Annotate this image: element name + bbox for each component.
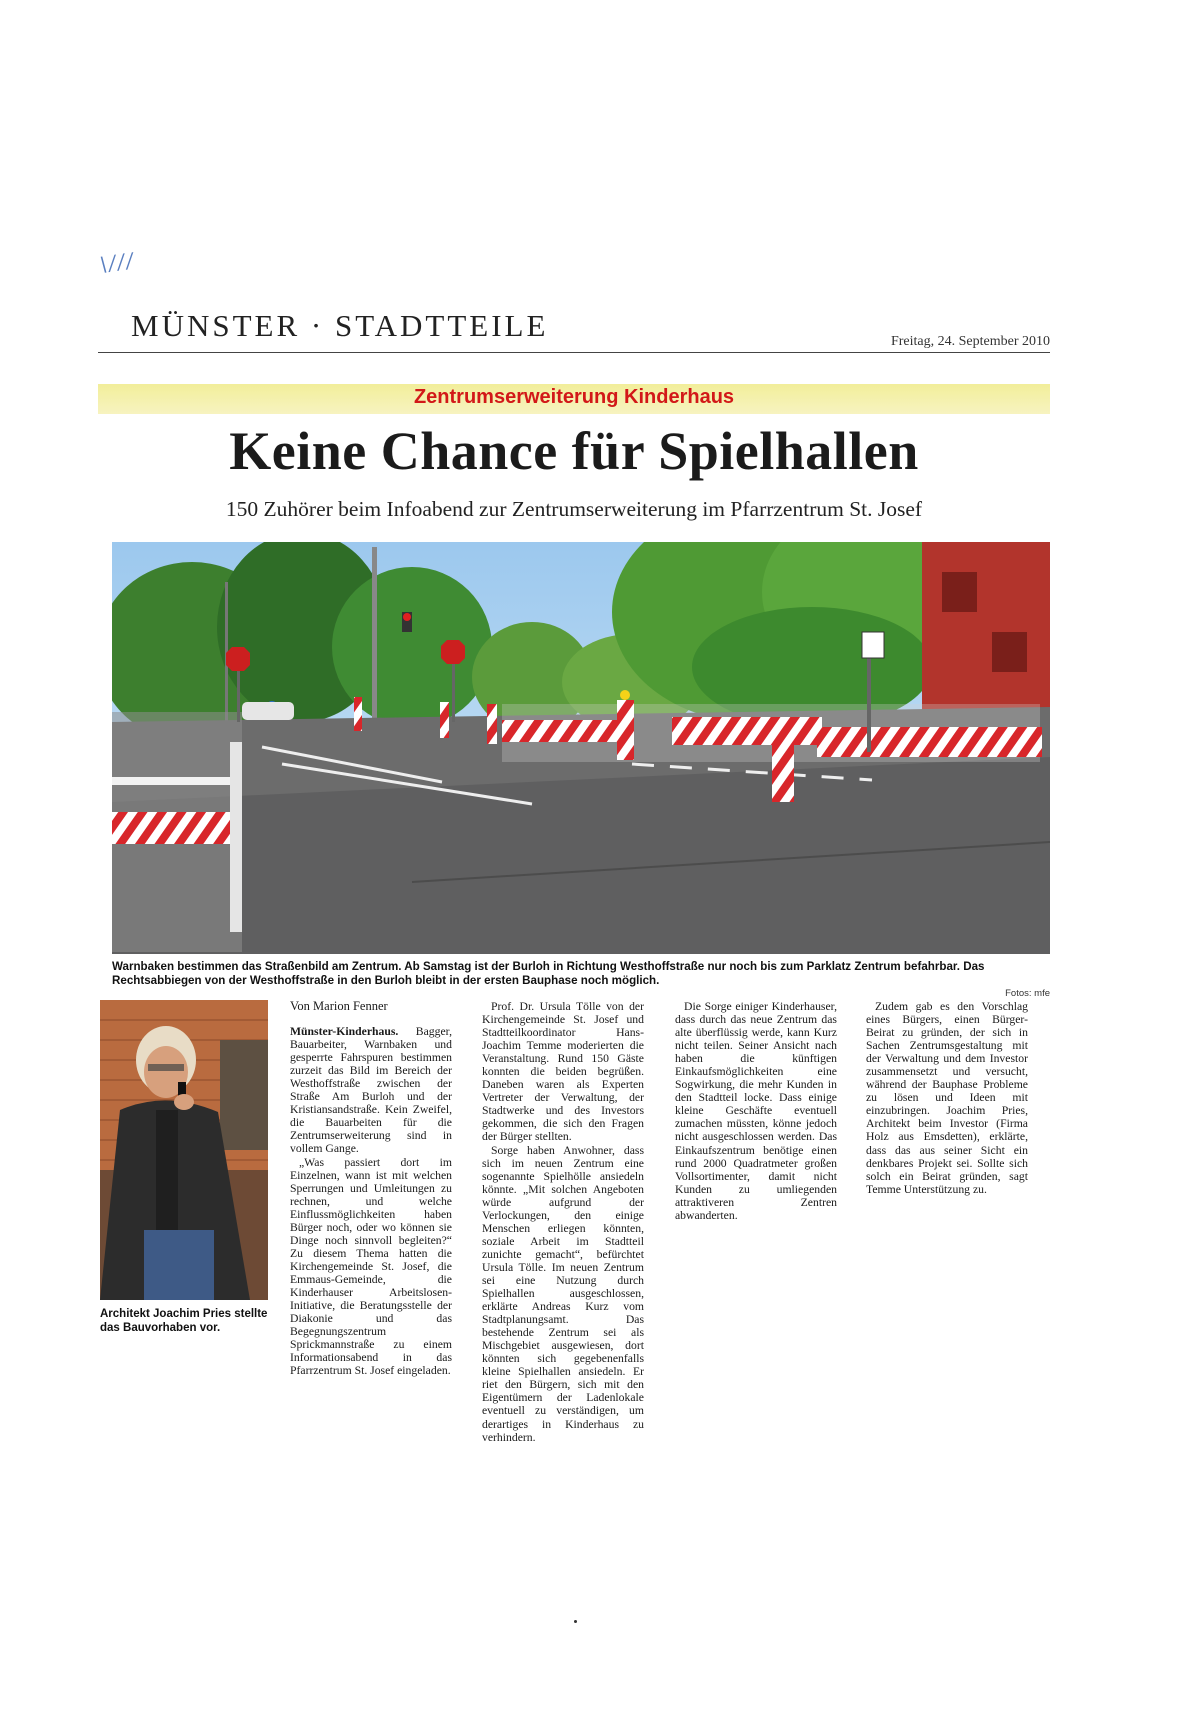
article-column-3: [675, 1000, 837, 1222]
article-paragraph: Zudem gab es den Vorschlag eines Bürgers, einen Bürger-Beirat zu gründen, der sich in Sachen Zentrumsgestaltung mit der Verwaltung und dem Investor zusammensetzt und versucht, während der Bauphase Probleme zu lösen und Ideen mit einzubringen. Joachim Pries, Architekt beim Investor (Firma Holz aus Emsdetten), erklärte, dass das aus seiner Sicht ein denkbares Projekt sei. Sollte sich solch ein Beirat gründen, sagt Temme Unterstützung zu.: [866, 1000, 1028, 1196]
handwritten-annotation: \///: [98, 247, 137, 277]
article-paragraph: Prof. Dr. Ursula Tölle von der Kirchengemeinde St. Josef und Stadtteilkoordinator Hans-Joachim Temme moderierten die Veranstaltung. Rund 150 Gäste konnten die beiden begrüßen. Daneben waren als Experten Vertreter der Verwaltung, der Stadtwerke und des Investors gekommen, die sich den Fragen der Bürger stellten.: [482, 1000, 644, 1144]
article-paragraph: Sorge haben Anwohner, dass sich im neuen Zentrum eine sogenannte Spielhölle ansiedeln könnte. „Mit solchen Angeboten würde aufgrund der Verlockungen, den einige Menschen erliegen könnten, soziale Arbeit im Stadtteil zunichte gemacht“, befürchtet Ursula Tölle. Im neuen Zentrum sei eine Nutzung durch Spielhallen ausgeschlossen, erklärte Andreas Kurz vom Stadtplanungsamt. Das bestehende Zentrum sei als Mischgebiet ausgewiesen, dort könnten sich gegebenenfalls kleine Spielhallen ansiedeln. Er riet den Bürgern, sich mit den Eigentümern der Ladenlokale eventuell zu verständigen, um derartiges in Kinderhaus zu verhindern.: [482, 1143, 644, 1444]
stray-mark: [574, 1620, 577, 1623]
street-photo: [112, 542, 1050, 954]
portrait-photo: [100, 1000, 268, 1300]
portrait-caption: Architekt Joachim Pries stellte das Bauvorhaben vor.: [100, 1308, 268, 1334]
section-title: MÜNSTER · STADTTEILE: [131, 308, 549, 343]
photo-credit: Fotos: mfe: [1005, 988, 1050, 999]
subheadline: 150 Zuhörer beim Infoabend zur Zentrumserweiterung im Pfarrzentrum St. Josef: [225, 497, 923, 521]
photo-caption-text: Warnbaken bestimmen das Straßenbild am Zentrum. Ab Samstag ist der Burloh in Richtung Westhoffstraße nur noch bis zum Parklatz Zentrum befahrbar. Das Rechtsabbiegen von der Westhoffstraße in den Burloh bleibt in der ersten Bauphase noch möglich.: [112, 960, 985, 987]
lead-paragraph: [290, 1025, 452, 1155]
headline: Keine Chance für Spielhallen: [229, 421, 919, 481]
article-paragraph: Die Sorge einiger Kinderhauser, dass durch das neue Zentrum das alte überflüssig werde, kann Kurz nicht teilen. Seiner Ansicht nach haben die künftigen Einkaufsmöglichkeiten eine Sogwirkung, die mehr Kunden in den Stadtteil locke. Dass einige kleine Geschäfte eventuell zumachen müssten, könne jedoch nicht ausgeschlossen werden. Das Einkaufszentrum benötige einen rund 2000 Quadratmeter großen Vollsortimenter, damit nicht Kunden zu umliegenden attraktiveren Zentren abwanderten.: [675, 1000, 837, 1222]
kicker: Zentrumserweiterung Kinderhaus: [413, 386, 735, 408]
masthead: [98, 308, 1050, 353]
dateline: Freitag, 24. September 2010: [890, 334, 1050, 349]
article-column-2: [482, 1000, 644, 1444]
photo-caption: [112, 960, 1050, 999]
byline: Von Marion Fenner: [290, 999, 388, 1013]
lead-text: Bagger, Bauarbeiter, Warnbaken und gesperrte Fahrspuren bestimmen zurzeit das Bild im Bereich der Westhoffstraße zwischen der Straße Am Burloh und der Kristiansandstraße. Kein Zweifel, die Bauarbeiten für die Zentrumserweiterung sind in vollem Gange.: [290, 1025, 452, 1156]
article-column-1: [290, 1000, 452, 1377]
article-paragraph: „Was passiert dort im Einzelnen, wann ist mit welchen Sperrungen und Umleitungen zu rechnen, und welche Einflussmöglichkeiten haben Bürger noch, oder wo können sie Dinge noch sinnvoll begleiten?“ Zu diesem Thema hatten die Kirchengemeinde St. Josef, die Emmaus-Gemeinde, die Kinderhauser Arbeitslosen-Initiative, die Beratungsstelle der Diakonie und das Begegnungszentrum Sprickmannstraße zu einem Informationsabend in das Pfarrzentrum St. Josef eingeladen.: [290, 1155, 452, 1378]
dateline-location: Münster-Kinderhaus.: [290, 1025, 399, 1039]
article-column-4: [866, 1000, 1028, 1196]
topic-band: [98, 384, 1050, 414]
